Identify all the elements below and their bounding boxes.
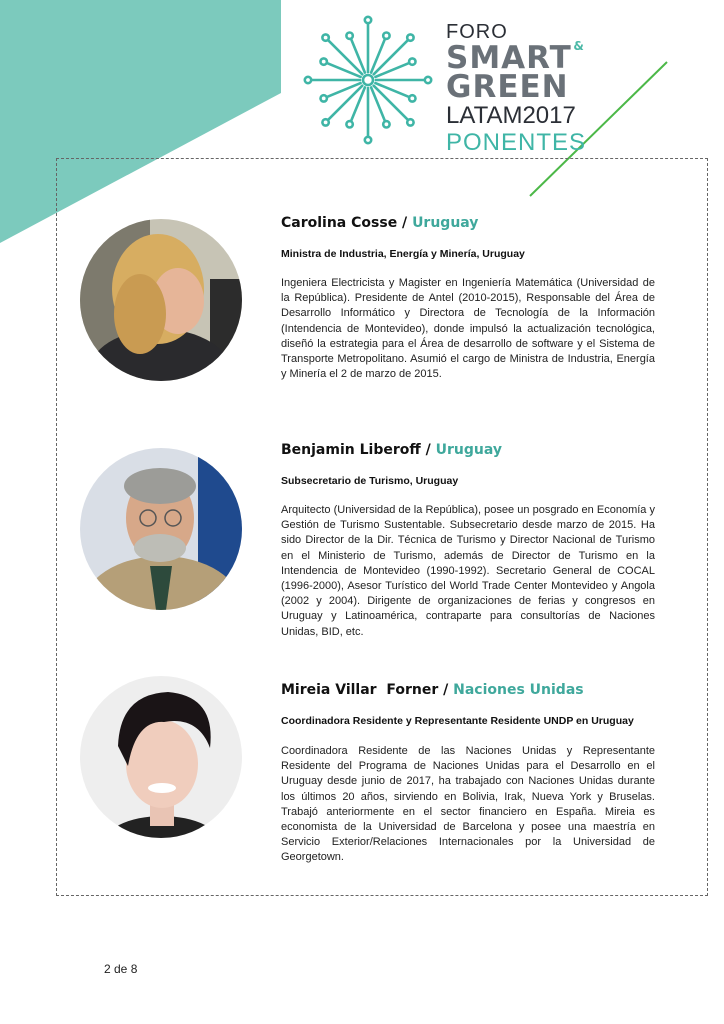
logo-ray-dot xyxy=(365,17,371,23)
section-title: PONENTES xyxy=(446,129,587,156)
speaker-photo-carolina-cosse xyxy=(80,219,242,381)
forum-logo xyxy=(446,22,586,155)
logo-ray xyxy=(351,39,365,72)
logo-ray xyxy=(327,83,360,97)
logo-ray-dot xyxy=(409,58,415,64)
logo-foro: FORO xyxy=(446,21,508,43)
speaker-bio-1: Ingeniera Electricista y Magister en Ingeniería Matemática (Universidad de la República). Presidente de Antel (2010-2015), Responsable del Área de Desarrollo Informático y Directora de Tecnología de la Información (Intendencia de Montevideo), donde impulsó la actualización tecnológica, diseñó la estrategia para el Área de desarrollo de software y el Sistema de Transporte Metropolitano. Asumió el cargo de Ministra de Industria, Energía y Minería el 2 de marzo de 2015. xyxy=(281,277,655,381)
logo-ray xyxy=(375,83,408,97)
logo-ray-dot xyxy=(346,33,352,39)
speaker-country: Uruguay xyxy=(435,442,502,458)
logo-ray xyxy=(371,39,385,72)
speaker-bio-3: Coordinadora Residente de las Naciones Unidas y Representante Residente del Programa de Naciones Unidas para el Desarrollo en el Uruguay desde junio de 2017, ha trabajado con Naciones Unidas durante los últimos 20 años, sirviendo en Bolivia, Irak, Nueva York y Bruselas. Trabajó anteriormente en el sector financiero en España. Mireia es economista de la Universidad de Barcelona y posee una maestría en Servicio Exterior/Relaciones Internacionales por la Universidad de Georgetown. xyxy=(281,745,655,864)
name-separator: / xyxy=(420,442,436,458)
logo-ray-dot xyxy=(321,58,327,64)
speaker-country: Uruguay xyxy=(412,215,479,231)
logo-ray xyxy=(351,87,365,120)
logo-latam: LATAM2017 xyxy=(446,102,576,129)
logo-ray-dot xyxy=(407,34,413,40)
logo-ray-dot xyxy=(407,119,413,125)
logo-ray-dot xyxy=(425,77,431,83)
name-separator: / xyxy=(397,215,413,231)
speaker-name-text: Carolina Cosse xyxy=(281,215,398,231)
name-separator: / xyxy=(438,682,454,698)
page-number: 2 de 8 xyxy=(104,962,138,976)
logo-ray-dot xyxy=(346,121,352,127)
speaker-name-text: Benjamin Liberoff xyxy=(281,442,421,458)
logo-ray xyxy=(328,86,362,120)
speaker-bio-2: Arquitecto (Universidad de la República), posee un posgrado en Economía y Gestión de Turismo Sustentable. Subsecretario desde marzo de 2015. Ha sido Director de la Dir. Técnica de Turismo y Director Nacional de Turismo en el Ministerio de Turismo, además de Director de Turismo en la Intendencia de Montevideo (1990-1992). Secretario General de COCAL (1996-2000), Asesor Turístico del World Trade Center Montevideo y Angola (2002 y 2004). Dirigente de organizaciones de ferias y congresos en Uruguay y Latinoamérica, contraparte para consultorías de Naciones Unidas, BID, etc. xyxy=(281,504,655,638)
logo-ray-dot xyxy=(305,77,311,83)
logo-smart xyxy=(446,39,585,76)
forum-logo-icon xyxy=(302,14,434,146)
speaker-name-1 xyxy=(281,215,478,231)
logo-ray-dot xyxy=(383,33,389,39)
speaker-name-text: Mireia Villar Forner xyxy=(281,682,439,698)
logo-ray xyxy=(327,63,360,77)
logo-ampersand: & xyxy=(573,39,585,53)
speaker-name-2 xyxy=(281,442,502,458)
speaker-role-1: Ministra de Industria, Energía y Minería, Uruguay xyxy=(281,248,525,260)
logo-ray xyxy=(371,87,385,120)
logo-smart-word: SMART xyxy=(446,40,572,76)
logo-ray-dot xyxy=(321,95,327,101)
logo-ray-dot xyxy=(383,121,389,127)
speaker-photo-benjamin-liberoff xyxy=(80,448,242,610)
speaker-country: Naciones Unidas xyxy=(453,682,584,698)
speaker-photo-mireia-villar-forner xyxy=(80,676,242,838)
logo-ray xyxy=(374,86,408,120)
speaker-role-3: Coordinadora Residente y Representante Residente UNDP en Uruguay xyxy=(281,715,634,727)
speaker-name-3 xyxy=(281,682,584,698)
speaker-role-2: Subsecretario de Turismo, Uruguay xyxy=(281,475,459,487)
logo-ray xyxy=(328,40,362,74)
logo-ray xyxy=(375,63,408,77)
logo-green: GREEN xyxy=(446,69,569,105)
logo-ray xyxy=(374,40,408,74)
logo-ray-dot xyxy=(409,95,415,101)
logo-ray-dot xyxy=(322,34,328,40)
logo-ray-dot xyxy=(365,137,371,143)
logo-ray-dot xyxy=(322,119,328,125)
